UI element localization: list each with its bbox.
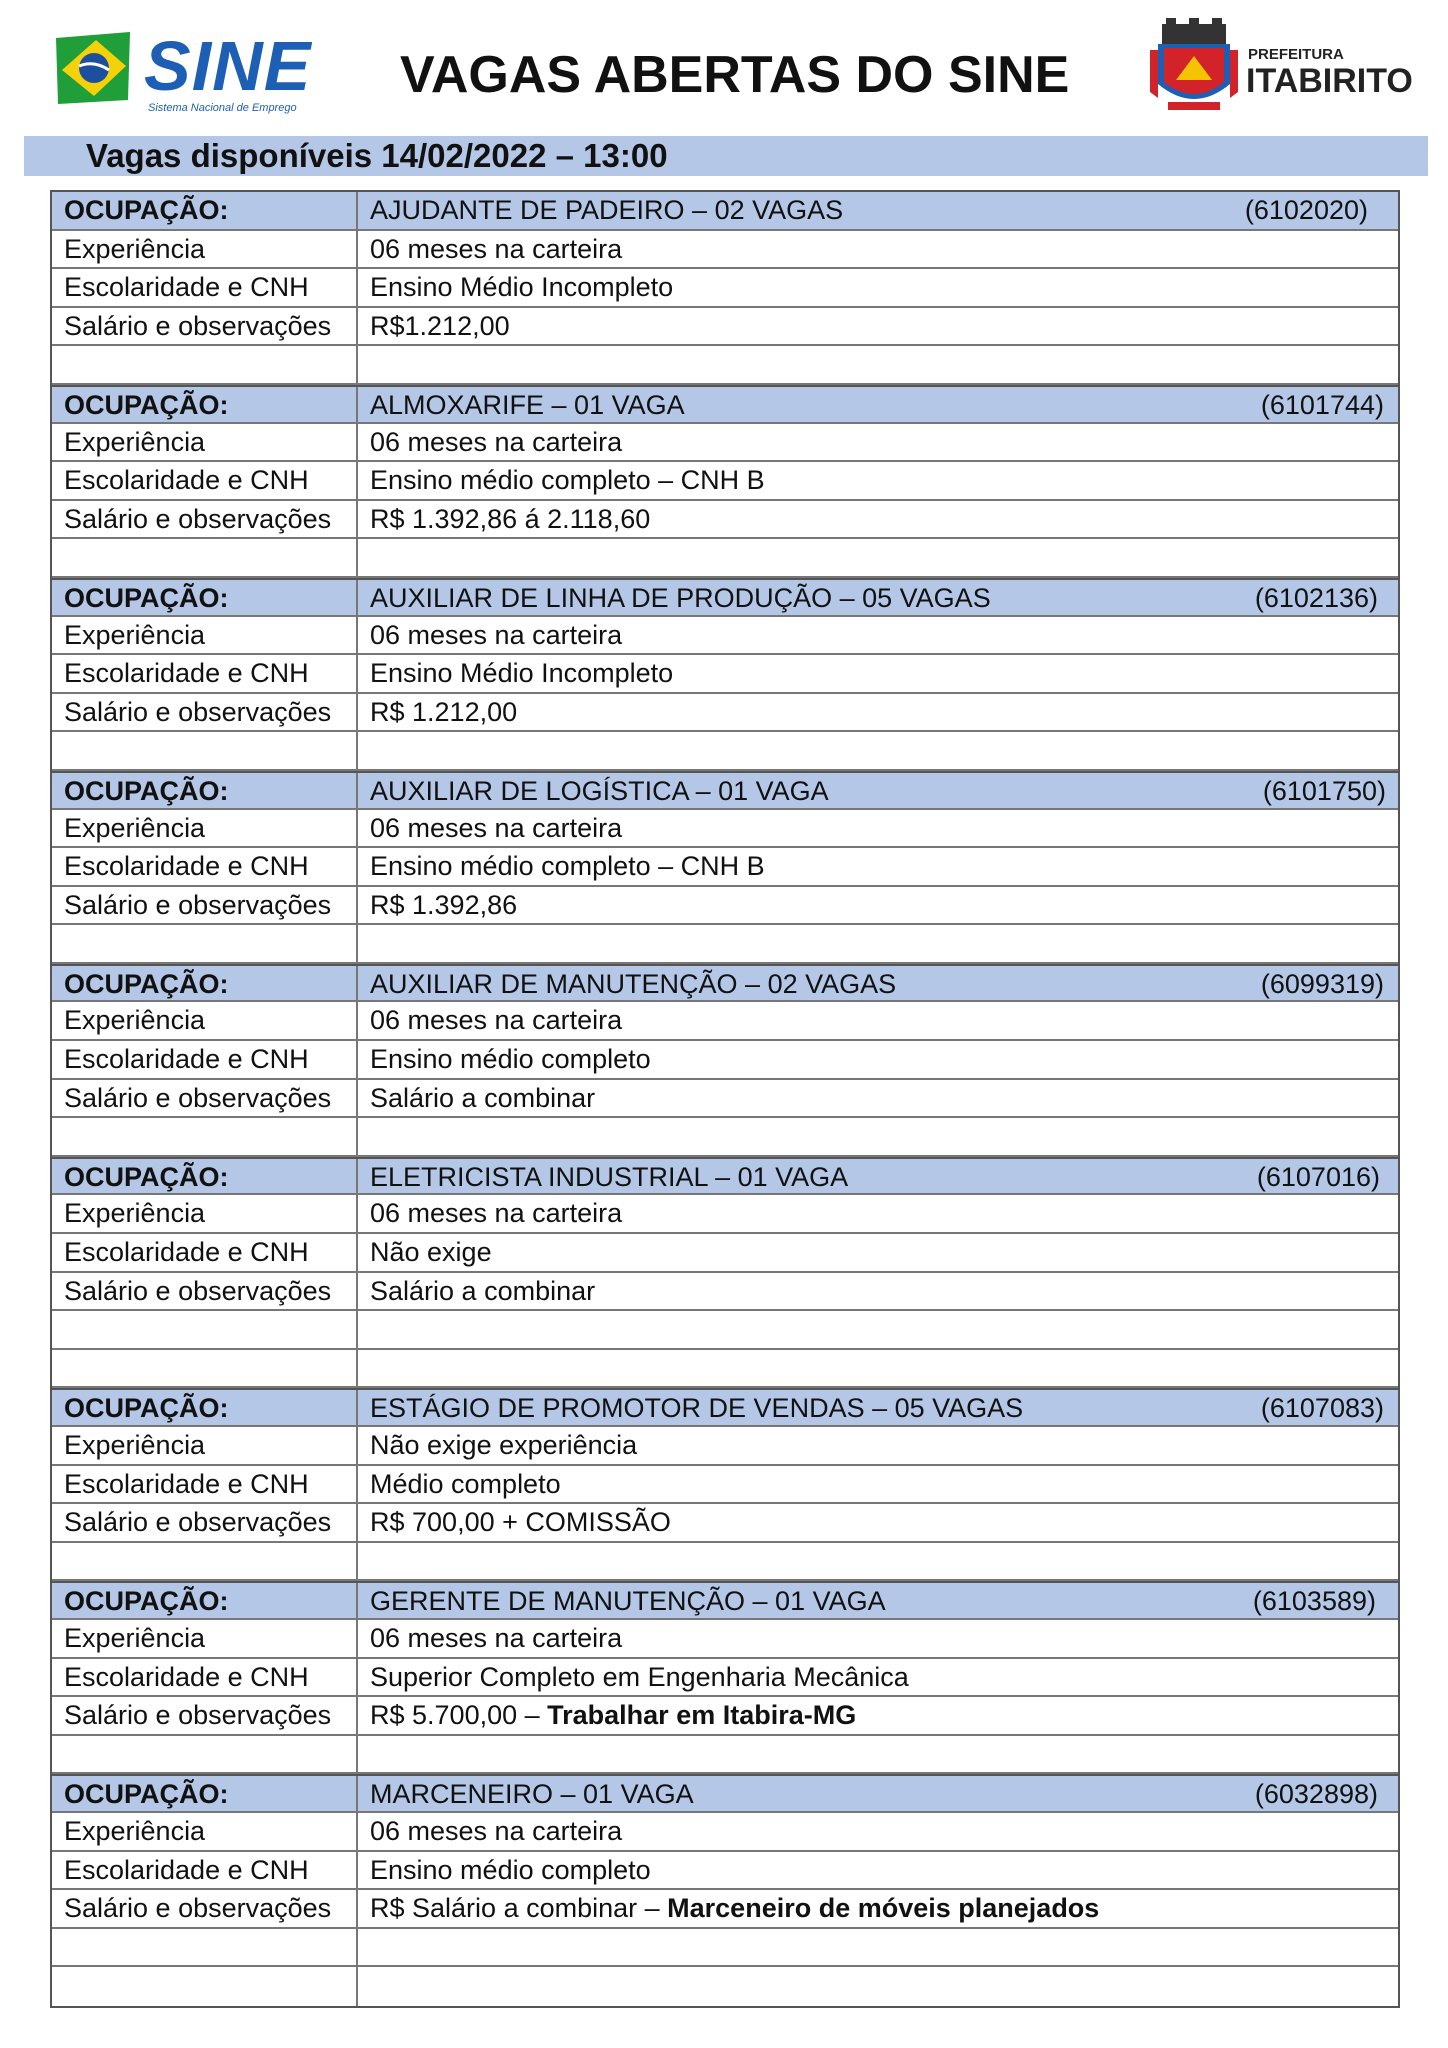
prefeitura-logo (1148, 18, 1413, 118)
education-value: Médio completo (370, 1468, 561, 1499)
row-value (358, 1002, 1398, 1039)
empty-cell (52, 1350, 358, 1387)
occupation-cell (358, 966, 1398, 1001)
empty-cell (52, 1118, 358, 1155)
empty-cell (52, 732, 358, 769)
sine-logo-subtitle: Sistema Nacional de Emprego (148, 102, 297, 114)
job-title: AUXILIAR DE MANUTENÇÃO – 02 VAGAS (370, 968, 897, 999)
occupation-cell (358, 1583, 1398, 1618)
row-label: Escolaridade e CNH (52, 1852, 358, 1889)
occupation-label: OCUPAÇÃO: (52, 387, 358, 422)
brazil-flag-icon (52, 30, 134, 106)
row-label: Escolaridade e CNH (52, 655, 358, 692)
row-label: Salário e observações (52, 887, 358, 924)
row-label: Experiência (52, 424, 358, 461)
education-row (52, 1041, 1398, 1080)
city-crest-icon (1148, 18, 1240, 114)
empty-cell (52, 539, 358, 576)
occupation-cell (358, 580, 1398, 615)
row-label: Experiência (52, 1620, 358, 1657)
row-label: Escolaridade e CNH (52, 1466, 358, 1503)
salary-row (52, 308, 1398, 347)
row-label: Salário e observações (52, 1080, 358, 1117)
row-value (358, 231, 1398, 268)
occupation-label: OCUPAÇÃO: (52, 1390, 358, 1425)
job-title: AUXILIAR DE LOGÍSTICA – 01 VAGA (370, 775, 829, 806)
salary-note: Trabalhar em Itabira-MG (547, 1700, 857, 1731)
occupation-row (52, 1774, 1398, 1813)
experience-row (52, 1427, 1398, 1466)
row-label: Experiência (52, 231, 358, 268)
empty-cell (358, 732, 1398, 769)
empty-cell (52, 346, 358, 383)
row-label: Experiência (52, 1427, 358, 1464)
row-label: Salário e observações (52, 1697, 358, 1734)
row-label: Salário e observações (52, 1504, 358, 1541)
experience-row (52, 1002, 1398, 1041)
row-label: Experiência (52, 617, 358, 654)
row-label: Salário e observações (52, 1273, 358, 1310)
row-label: Experiência (52, 1195, 358, 1232)
education-value: Ensino Médio Incompleto (370, 658, 674, 689)
salary-row (52, 1273, 1398, 1312)
row-label: Experiência (52, 1813, 358, 1850)
occupation-row (52, 192, 1398, 231)
occupation-label: OCUPAÇÃO: (52, 1159, 358, 1194)
salary-row (52, 694, 1398, 733)
row-label: Salário e observações (52, 1890, 358, 1927)
salary-value: R$1.212,00 (370, 310, 510, 341)
row-label: Salário e observações (52, 308, 358, 345)
salary-row (52, 887, 1398, 926)
experience-value: 06 meses na carteira (370, 1622, 623, 1653)
page-title: VAGAS ABERTAS DO SINE (400, 46, 1070, 104)
empty-cell (358, 346, 1398, 383)
salary-value: R$ 1.392,86 (370, 889, 518, 920)
date-band (24, 136, 1428, 176)
experience-value: Não exige experiência (370, 1430, 638, 1460)
row-value (358, 1080, 1398, 1117)
salary-value: Salário a combinar (370, 1082, 596, 1113)
empty-cell (358, 1543, 1398, 1580)
occupation-label: OCUPAÇÃO: (52, 1776, 358, 1811)
education-row (52, 462, 1398, 501)
row-value (358, 308, 1398, 345)
empty-cell (358, 1736, 1398, 1773)
experience-value: 06 meses na carteira (370, 233, 623, 264)
education-value: Ensino Médio Incompleto (370, 272, 674, 303)
salary-value: R$ 5.700,00 – (370, 1700, 548, 1731)
spacer-row (52, 346, 1398, 385)
row-value (358, 1813, 1398, 1850)
occupation-cell (358, 192, 1398, 229)
row-label: Escolaridade e CNH (52, 848, 358, 885)
education-row (52, 1466, 1398, 1505)
experience-row (52, 1195, 1398, 1234)
availability-date: Vagas disponíveis 14/02/2022 – 13:00 (86, 137, 668, 174)
education-row (52, 1852, 1398, 1891)
job-code: (6103589) (1252, 1586, 1376, 1617)
job-code: (6102136) (1254, 582, 1378, 613)
experience-value: 06 meses na carteira (370, 619, 623, 650)
row-value (358, 269, 1398, 306)
row-value (358, 424, 1398, 461)
row-value (358, 1195, 1398, 1232)
row-value (358, 1890, 1398, 1927)
job-code: (6032898) (1254, 1779, 1378, 1810)
row-value (358, 848, 1398, 885)
row-value (358, 1852, 1398, 1889)
education-value: Não exige (370, 1237, 492, 1268)
occupation-cell (358, 1776, 1398, 1811)
empty-cell (358, 925, 1398, 962)
spacer-row (52, 1929, 1398, 1968)
row-value (358, 501, 1398, 538)
experience-value: 06 meses na carteira (370, 1005, 623, 1036)
row-value (358, 617, 1398, 654)
row-label: Salário e observações (52, 501, 358, 538)
occupation-row (52, 578, 1398, 617)
education-value: Ensino médio completo – CNH B (370, 851, 765, 882)
occupation-label: OCUPAÇÃO: (52, 192, 358, 229)
sine-logo (52, 27, 312, 114)
education-value: Superior Completo em Engenharia Mecânica (370, 1661, 909, 1692)
row-value (358, 1234, 1398, 1271)
salary-row (52, 1504, 1398, 1543)
occupation-row (52, 1157, 1398, 1196)
spacer-row (52, 1543, 1398, 1582)
row-value (358, 655, 1398, 692)
row-value (358, 1697, 1398, 1734)
experience-row (52, 1813, 1398, 1852)
row-value (358, 1273, 1398, 1310)
experience-value: 06 meses na carteira (370, 812, 623, 843)
salary-value: R$ 1.212,00 (370, 696, 518, 727)
spacer-row (52, 732, 1398, 771)
education-row (52, 655, 1398, 694)
education-row (52, 1234, 1398, 1273)
spacer-row (52, 1736, 1398, 1775)
row-value (358, 1466, 1398, 1503)
empty-cell (358, 1350, 1398, 1387)
empty-cell (52, 1967, 358, 2006)
occupation-row (52, 1388, 1398, 1427)
row-value (358, 810, 1398, 847)
empty-cell (52, 1736, 358, 1773)
education-value: Ensino médio completo (370, 1854, 651, 1885)
job-title: AJUDANTE DE PADEIRO – 02 VAGAS (370, 195, 844, 225)
education-row (52, 269, 1398, 308)
job-title: ELETRICISTA INDUSTRIAL – 01 VAGA (370, 1161, 849, 1192)
job-title: ALMOXARIFE – 01 VAGA (370, 389, 685, 420)
experience-row (52, 424, 1398, 463)
job-code: (6107016) (1256, 1161, 1380, 1192)
spacer-row (52, 1350, 1398, 1389)
row-label: Escolaridade e CNH (52, 462, 358, 499)
experience-row (52, 617, 1398, 656)
experience-value: 06 meses na carteira (370, 426, 623, 457)
experience-value: 06 meses na carteira (370, 1815, 623, 1846)
empty-cell (52, 925, 358, 962)
occupation-label: OCUPAÇÃO: (52, 580, 358, 615)
salary-note: Marceneiro de móveis planejados (667, 1893, 1100, 1924)
spacer-row (52, 1311, 1398, 1350)
spacer-row (52, 1118, 1398, 1157)
occupation-label: OCUPAÇÃO: (52, 773, 358, 808)
job-code: (6099319) (1260, 968, 1384, 999)
salary-value: R$ 1.392,86 á 2.118,60 (370, 503, 651, 534)
row-value (358, 1659, 1398, 1696)
row-value (358, 1427, 1398, 1464)
job-title: ESTÁGIO DE PROMOTOR DE VENDAS – 05 VAGAS (370, 1393, 1024, 1424)
occupation-row (52, 964, 1398, 1003)
salary-row (52, 501, 1398, 540)
row-value (358, 1620, 1398, 1657)
occupation-cell (358, 1390, 1398, 1425)
experience-row (52, 231, 1398, 270)
occupation-row (52, 771, 1398, 810)
row-label: Escolaridade e CNH (52, 269, 358, 306)
occupation-label: OCUPAÇÃO: (52, 966, 358, 1001)
sine-logo-text: SINE (144, 27, 312, 105)
job-code: (6107083) (1260, 1393, 1384, 1424)
spacer-row (52, 539, 1398, 578)
experience-value: 06 meses na carteira (370, 1198, 623, 1229)
row-label: Escolaridade e CNH (52, 1234, 358, 1271)
education-row (52, 848, 1398, 887)
occupation-label: OCUPAÇÃO: (52, 1583, 358, 1618)
salary-row (52, 1890, 1398, 1929)
jobs-table (50, 190, 1400, 2008)
salary-value: R$ 700,00 + COMISSÃO (370, 1507, 671, 1538)
empty-cell (358, 539, 1398, 576)
occupation-cell (358, 773, 1398, 808)
row-label: Salário e observações (52, 694, 358, 731)
job-title: MARCENEIRO – 01 VAGA (370, 1779, 694, 1810)
spacer-row (52, 1967, 1398, 2006)
salary-value: R$ Salário a combinar – (370, 1893, 668, 1924)
occupation-cell (358, 387, 1398, 422)
education-value: Ensino médio completo – CNH B (370, 465, 765, 496)
salary-value: Salário a combinar (370, 1275, 596, 1306)
occupation-cell (358, 1159, 1398, 1194)
row-label: Escolaridade e CNH (52, 1659, 358, 1696)
row-value (358, 887, 1398, 924)
job-title: GERENTE DE MANUTENÇÃO – 01 VAGA (370, 1586, 886, 1617)
salary-row (52, 1080, 1398, 1119)
empty-cell (52, 1543, 358, 1580)
experience-row (52, 1620, 1398, 1659)
row-value (358, 462, 1398, 499)
empty-cell (52, 1311, 358, 1348)
row-value (358, 1041, 1398, 1078)
job-code: (6101744) (1260, 389, 1384, 420)
occupation-row (52, 385, 1398, 424)
occupation-row (52, 1581, 1398, 1620)
row-label: Experiência (52, 1002, 358, 1039)
salary-row (52, 1697, 1398, 1736)
prefeitura-label: PREFEITURA (1248, 46, 1344, 63)
row-value (358, 694, 1398, 731)
row-label: Escolaridade e CNH (52, 1041, 358, 1078)
empty-cell (52, 1929, 358, 1966)
empty-cell (358, 1311, 1398, 1348)
row-label: Experiência (52, 810, 358, 847)
job-title: AUXILIAR DE LINHA DE PRODUÇÃO – 05 VAGAS (370, 582, 991, 613)
education-value: Ensino médio completo (370, 1044, 651, 1075)
education-row (52, 1659, 1398, 1698)
experience-row (52, 810, 1398, 849)
job-code: (6101750) (1262, 775, 1386, 806)
empty-cell (358, 1929, 1398, 1966)
spacer-row (52, 925, 1398, 964)
city-name: ITABIRITO (1246, 62, 1413, 100)
empty-cell (358, 1967, 1398, 2006)
row-value (358, 1504, 1398, 1541)
empty-cell (358, 1118, 1398, 1155)
job-code: (6102020) (1244, 195, 1368, 225)
